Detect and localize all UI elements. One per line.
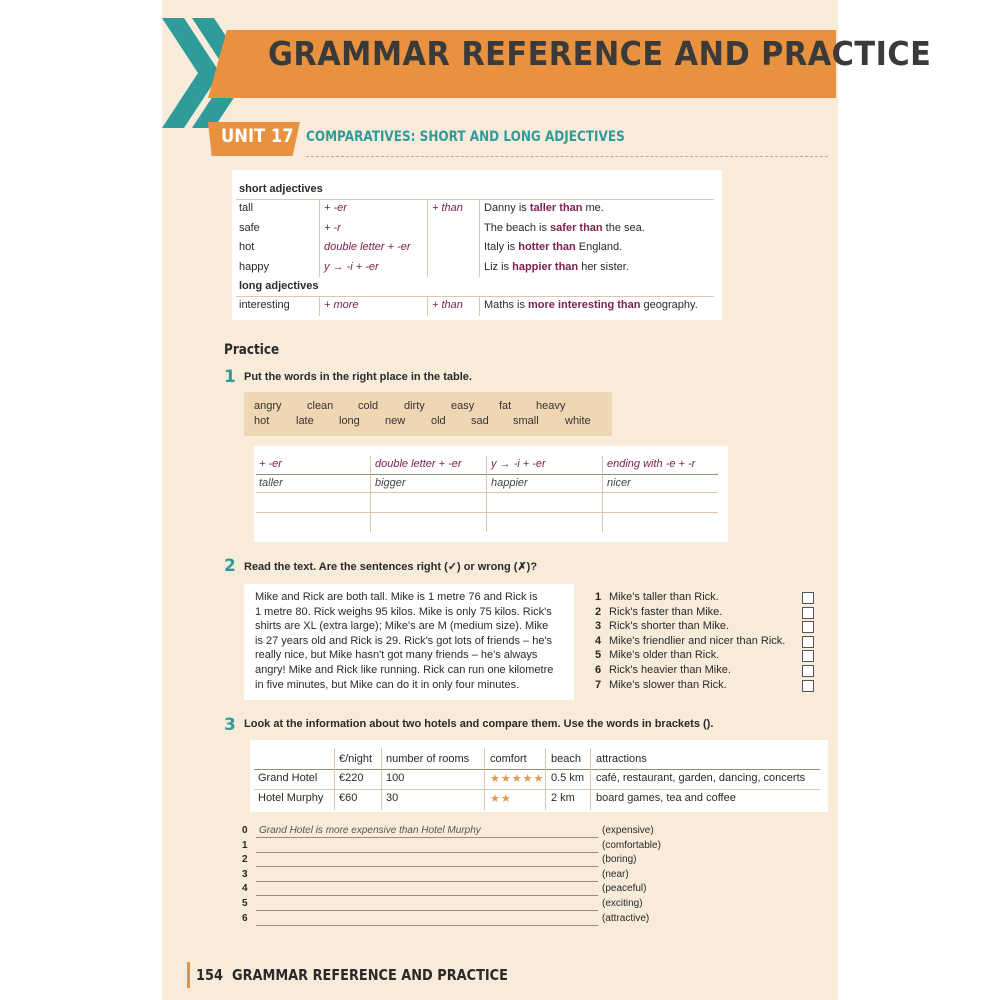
hotel-name: Grand Hotel [258, 772, 318, 784]
rule-cell: + more [324, 299, 359, 311]
adjective-cell: tall [239, 202, 254, 214]
hotel-rooms: 30 [386, 792, 399, 804]
text-line: angry! Mike and Rick like running. Rick can run one kilometre [255, 664, 554, 676]
answer-number: 0 [242, 825, 248, 836]
statement-item [595, 591, 719, 603]
statement-item [595, 635, 785, 647]
statement-text: Rick's heavier than Mike. [609, 664, 731, 676]
example-post: England. [575, 241, 623, 253]
divider [254, 769, 820, 770]
hotel-attractions: board games, tea and coffee [596, 792, 736, 804]
example-answer: bigger [375, 477, 406, 489]
statement-number: 4 [595, 634, 602, 647]
column-header: attractions [596, 753, 647, 765]
divider [236, 199, 714, 200]
divider [602, 456, 603, 532]
answer-hint: (exciting) [602, 898, 643, 909]
answer-checkbox[interactable] [802, 680, 814, 692]
answer-line[interactable] [256, 914, 598, 926]
hotel-price: €220 [339, 772, 364, 784]
example-pre: Liz is [484, 260, 513, 273]
example-cell [484, 238, 622, 257]
answer-line[interactable] [256, 841, 598, 853]
divider [256, 474, 718, 475]
answer-line[interactable] [256, 855, 598, 867]
example-pre: Danny is [484, 202, 530, 214]
divider [545, 748, 546, 810]
statement-number: 3 [595, 620, 602, 633]
adjective-cell: happy [239, 260, 269, 273]
statement-item [595, 679, 727, 691]
example-cell [484, 199, 604, 218]
answer-line[interactable] [256, 870, 598, 882]
statement-text: Rick's faster than Mike. [609, 605, 723, 618]
answer-hint: (expensive) [602, 825, 654, 836]
hotel-beach: 2 km [551, 792, 575, 804]
page-title: GRAMMAR REFERENCE AND PRACTICE [268, 34, 932, 73]
than-cell: + than [432, 299, 463, 311]
statement-item [595, 664, 731, 676]
divider [254, 789, 820, 790]
unit-topic: COMPARATIVES: SHORT AND LONG ADJECTIVES [306, 129, 625, 145]
column-header: double letter + -er [375, 458, 462, 470]
example-highlight: taller than [529, 202, 583, 214]
column-header: number of rooms [386, 753, 470, 765]
answer-hint: (peaceful) [602, 883, 647, 895]
answer-number: 5 [242, 898, 248, 909]
column-header: €/night [339, 753, 373, 765]
divider [484, 748, 485, 810]
exercise-number: 2 [224, 556, 236, 576]
divider [256, 512, 718, 513]
text-line: shirts are XL (extra large); Mike's are M (medium size). Mike [255, 620, 549, 633]
statement-number: 5 [595, 649, 602, 662]
answer-checkbox[interactable] [802, 592, 814, 604]
page-number: 154 [196, 966, 223, 984]
word-item: fat [499, 400, 512, 412]
example-highlight: hotter than [518, 241, 576, 253]
answer-hint: (boring) [602, 854, 637, 866]
word-item: hot [254, 415, 270, 427]
answer-hint: (attractive) [602, 912, 650, 924]
column-header: y → -i + -er [491, 458, 546, 470]
word-item: old [431, 415, 446, 427]
column-header: beach [551, 753, 581, 765]
hotel-beach: 0.5 km [551, 772, 585, 784]
statement-number: 2 [595, 605, 602, 618]
answer-number: 4 [242, 883, 248, 895]
word-item: late [296, 415, 314, 427]
answer-checkbox[interactable] [802, 636, 814, 648]
divider [486, 456, 487, 532]
divider [381, 748, 382, 810]
exercise-instruction: Read the text. Are the sentences right (✓) or wrong (✗)? [244, 561, 538, 573]
text-line: Mike and Rick are both tall. Mike is 1 metre 76 and Rick is [255, 591, 538, 603]
example-cell [484, 219, 645, 238]
statement-text: Mike's older than Rick. [609, 649, 720, 662]
statement-text: Rick's shorter than Mike. [609, 620, 730, 633]
adjective-cell: safe [239, 221, 260, 234]
example-answer: nicer [607, 477, 631, 489]
statement-item [595, 606, 722, 618]
hotel-attractions: café, restaurant, garden, dancing, concerts [596, 772, 806, 784]
exercise-number: 1 [224, 367, 236, 387]
word-item: dirty [404, 400, 425, 412]
example-highlight: more interesting than [528, 299, 641, 311]
rule-cell: double letter + -er [324, 241, 411, 253]
than-cell: + than [432, 202, 463, 214]
example-post: geography. [640, 299, 698, 311]
statement-item [595, 620, 729, 632]
divider [236, 296, 714, 297]
exercise-instruction: Look at the information about two hotels and compare them. Use the words in brackets (). [244, 718, 714, 730]
example-pre: Italy is [484, 241, 519, 253]
statement-number: 7 [595, 678, 602, 691]
exercise-number: 3 [224, 715, 236, 735]
hotel-price: €60 [339, 792, 358, 804]
answer-line[interactable] [256, 899, 598, 911]
statement-text: Mike's slower than Rick. [609, 678, 727, 691]
divider [370, 456, 371, 532]
divider [306, 156, 828, 157]
column-header: comfort [490, 753, 527, 765]
hotel-name: Hotel Murphy [258, 792, 324, 804]
star-rating: ★★★★★ [490, 773, 545, 785]
column-header: ending with -e + -r [607, 458, 696, 470]
statement-text: Mike's taller than Rick. [609, 591, 719, 603]
answer-number: 6 [242, 912, 248, 924]
rule-cell: + -r [324, 221, 341, 234]
divider [256, 492, 718, 493]
unit-label: UNIT 17 [221, 125, 294, 147]
word-item: small [513, 415, 539, 427]
text-line: really nice, but Mike hasn't got many friends – he's always [255, 649, 538, 662]
divider [479, 296, 480, 316]
rule-cell: y → -i + -er [324, 260, 379, 273]
example-answer: taller [259, 477, 283, 489]
answer-hint: (comfortable) [602, 839, 661, 851]
hotel-rooms: 100 [386, 772, 405, 784]
word-item: sad [471, 415, 489, 427]
word-item: heavy [536, 400, 566, 412]
example-post: her sister. [578, 260, 629, 273]
answer-number: 2 [242, 854, 248, 866]
word-item: white [565, 415, 591, 427]
text-line: 1 metre 80. Rick weighs 95 kilos. Mike is only 75 kilos. Rick's [255, 605, 552, 618]
answer-checkbox[interactable] [802, 665, 814, 677]
footer-title: GRAMMAR REFERENCE AND PRACTICE [232, 966, 508, 984]
text-line: in five minutes, but Mike can do it in only four minutes. [255, 678, 520, 691]
example-highlight: happier than [512, 260, 579, 273]
example-pre: The beach is [484, 221, 551, 234]
statement-number: 6 [595, 664, 602, 676]
answer-number: 1 [242, 839, 248, 851]
example-answer: happier [491, 477, 528, 489]
answer-checkbox[interactable] [802, 621, 814, 633]
example-post: the sea. [602, 221, 645, 234]
answer-checkbox[interactable] [802, 650, 814, 662]
example-pre: Maths is [484, 299, 529, 311]
example-cell [484, 296, 698, 315]
rule-cell: + -er [324, 202, 347, 214]
example-answer: Grand Hotel is more expensive than Hotel Murphy [259, 825, 481, 836]
exercise-instruction: Put the words in the right place in the table. [244, 371, 472, 383]
footer-accent [187, 962, 190, 988]
answer-hint: (near) [602, 868, 629, 880]
divider [479, 199, 480, 277]
example-highlight: safer than [550, 221, 603, 234]
word-item: angry [254, 400, 282, 412]
example-cell [484, 258, 629, 277]
practice-title: Practice [224, 342, 280, 358]
word-item: clean [307, 400, 334, 412]
column-header: + -er [259, 458, 282, 470]
word-item: new [385, 415, 406, 427]
divider [319, 296, 320, 316]
adjective-cell: interesting [239, 299, 290, 311]
statement-item [595, 649, 719, 661]
word-item: long [339, 415, 360, 427]
divider [319, 199, 320, 277]
divider [427, 199, 428, 277]
star-rating: ★★ [490, 793, 512, 805]
word-bank [244, 392, 612, 436]
word-item: easy [451, 400, 475, 412]
divider [334, 748, 335, 810]
adjective-cell: hot [239, 241, 255, 253]
divider [590, 748, 591, 810]
statement-text: Mike's friendlier and nicer than Rick. [609, 634, 786, 647]
divider [427, 296, 428, 316]
statement-number: 1 [595, 591, 602, 603]
answer-line[interactable] [256, 884, 598, 896]
answer-number: 3 [242, 868, 248, 880]
text-line: is 27 years old and Rick is 29. Rick's got lots of friends – he's [255, 634, 553, 647]
answer-checkbox[interactable] [802, 607, 814, 619]
word-item: cold [358, 400, 379, 412]
example-post: me. [582, 202, 604, 214]
